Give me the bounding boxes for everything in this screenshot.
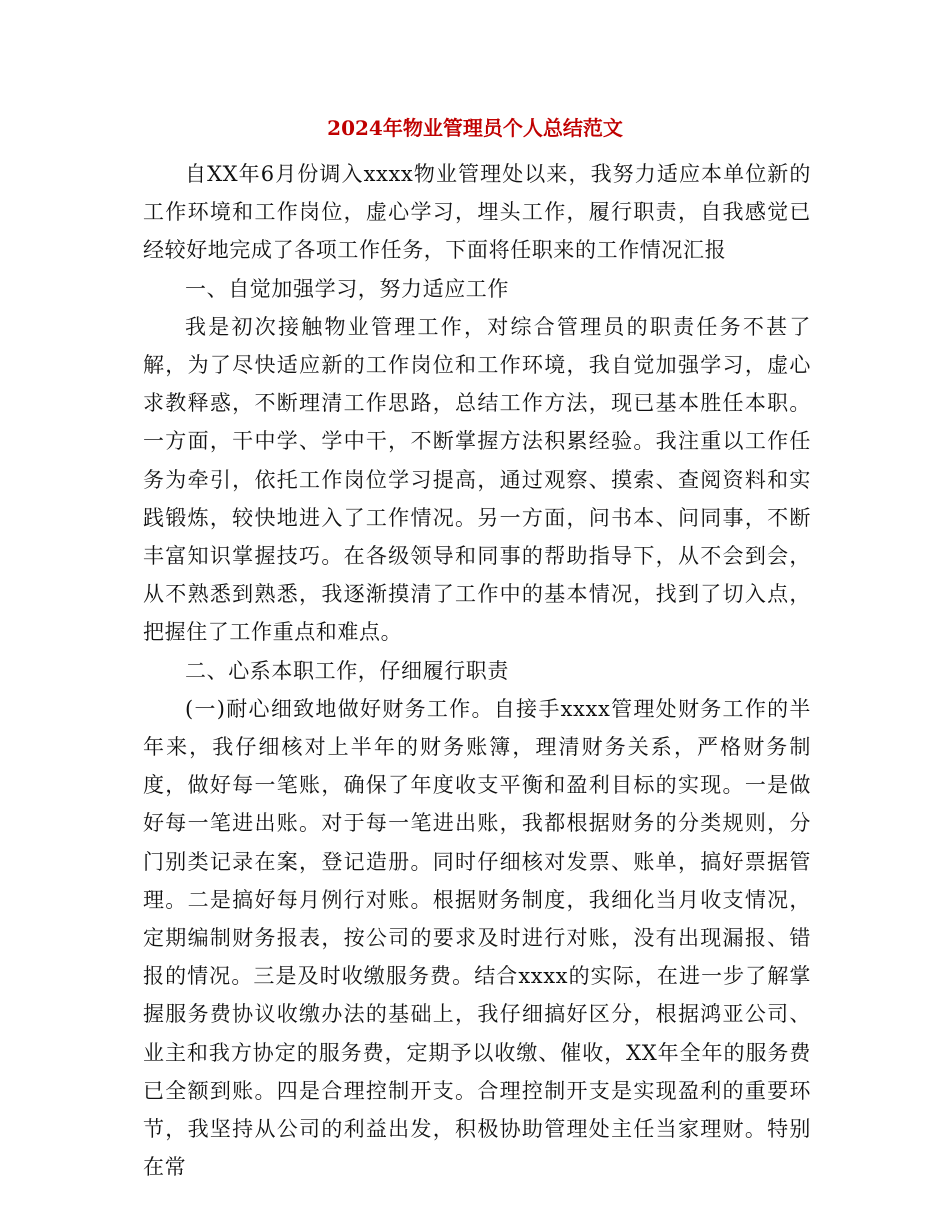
section-heading-2: 二、心系本职工作，仔细履行职责 [185, 658, 509, 683]
paragraph-section-2-finance: (一)耐心细致地做好财务工作。自接手xxxx管理处财务工作的半年来，我仔细核对上半年的财务账簿，理清财务关系，严格财务制度，做好每一笔账，确保了年度收支平衡和盈利目标的实现。一是做好每一笔进出账。对于每一笔进出账，我都根据财务的分类规则，分门别类记录在案，登记造册。同时仔细核对发票、账单，搞好票据管理。二是搞好每月例行对账。根据财务制度，我细化当月收支情况，定期编制财务报表，按公司的要求及时进行对账，没有出现漏报、错报的情况。三是及时收缴服务费。结合xxxx的实际，在进一步了解掌握服务费协议收缴办法的基础上，我仔细搞好区分，根据鸿亚公司、业主和我方协定的服务费，定期予以收缴、催收，XX年全年的服务费已全额到账。四是合理控制开支。合理控制开支是实现盈利的重要环节，我坚持从公司的利益出发，积极协助管理处主任当家理财。特别在常 [143, 696, 811, 1180]
paragraph-section-1: 我是初次接触物业管理工作，对综合管理员的职责任务不甚了解，为了尽快适应新的工作岗位和工作环境，我自觉加强学习，虚心求教释惑，不断理清工作思路，总结工作方法，现已基本胜任本职。一方面，干中学、学中干，不断掌握方法积累经验。我注重以工作任务为牵引，依托工作岗位学习提高，通过观察、摸索、查阅资料和实践锻炼，较快地进入了工作情况。另一方面，问书本、问同事，不断丰富知识掌握技巧。在各级领导和同事的帮助指导下，从不会到会，从不熟悉到熟悉，我逐渐摸清了工作中的基本情况，找到了切入点，把握住了工作重点和难点。 [143, 314, 811, 645]
document-body [143, 155, 811, 1186]
paragraph-intro: 自XX年6月份调入xxxx物业管理处以来，我努力适应本单位新的工作环境和工作岗位，虚心学习，埋头工作，履行职责，自我感觉已经较好地完成了各项工作任务，下面将任职来的工作情况汇报 [143, 162, 811, 263]
section-heading-1: 一、自觉加强学习，努力适应工作 [185, 276, 509, 301]
document-title: 2024年物业管理员个人总结范文 [327, 116, 623, 140]
